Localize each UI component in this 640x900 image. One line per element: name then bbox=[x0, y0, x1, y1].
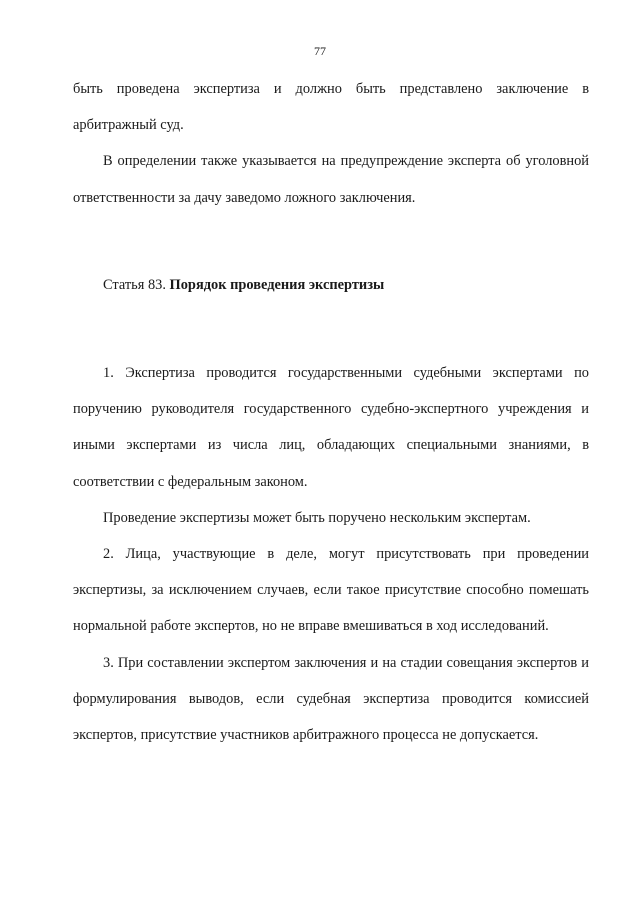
paragraph-warning: В определении также указывается на предупреждение эксперта об уголовной ответственности за дачу заведомо ложного заключения. bbox=[73, 153, 589, 206]
article-heading bbox=[73, 267, 589, 303]
article-title: Порядок проведения экспертизы bbox=[169, 276, 385, 293]
article-label: Статья 83. bbox=[103, 276, 170, 293]
paragraph-clause-2: 2. Лица, участвующие в деле, могут присутствовать при проведении экспертизы, за исключением случаев, если такое присутствие способно помешать нормальной работе экспертов, но не вправе вмешиваться в ход исследований. bbox=[73, 546, 589, 635]
paragraph-multiple-experts: Проведение экспертизы может быть поручено нескольким экспертам. bbox=[103, 509, 531, 526]
document-body bbox=[73, 71, 589, 753]
page-number: 77 bbox=[314, 44, 326, 58]
paragraph-clause-3: 3. При составлении экспертом заключения и на стадии совещания экспертов и формулирования выводов, если судебная экспертиза проводится комиссией экспертов, присутствие участников арбитражного процесса не допускается. bbox=[73, 654, 589, 744]
paragraph-continuation: быть проведена экспертиза и должно быть представлено заключение в арбитражный суд. bbox=[73, 81, 589, 134]
paragraph-clause-1: 1. Экспертиза проводится государственными судебными экспертами по поручению руководителя государственного судебно-экспертного учреждения и иными экспертами из числа лиц, обладающих специальными знаниями, в соответствии с федеральным законом. bbox=[73, 365, 589, 490]
